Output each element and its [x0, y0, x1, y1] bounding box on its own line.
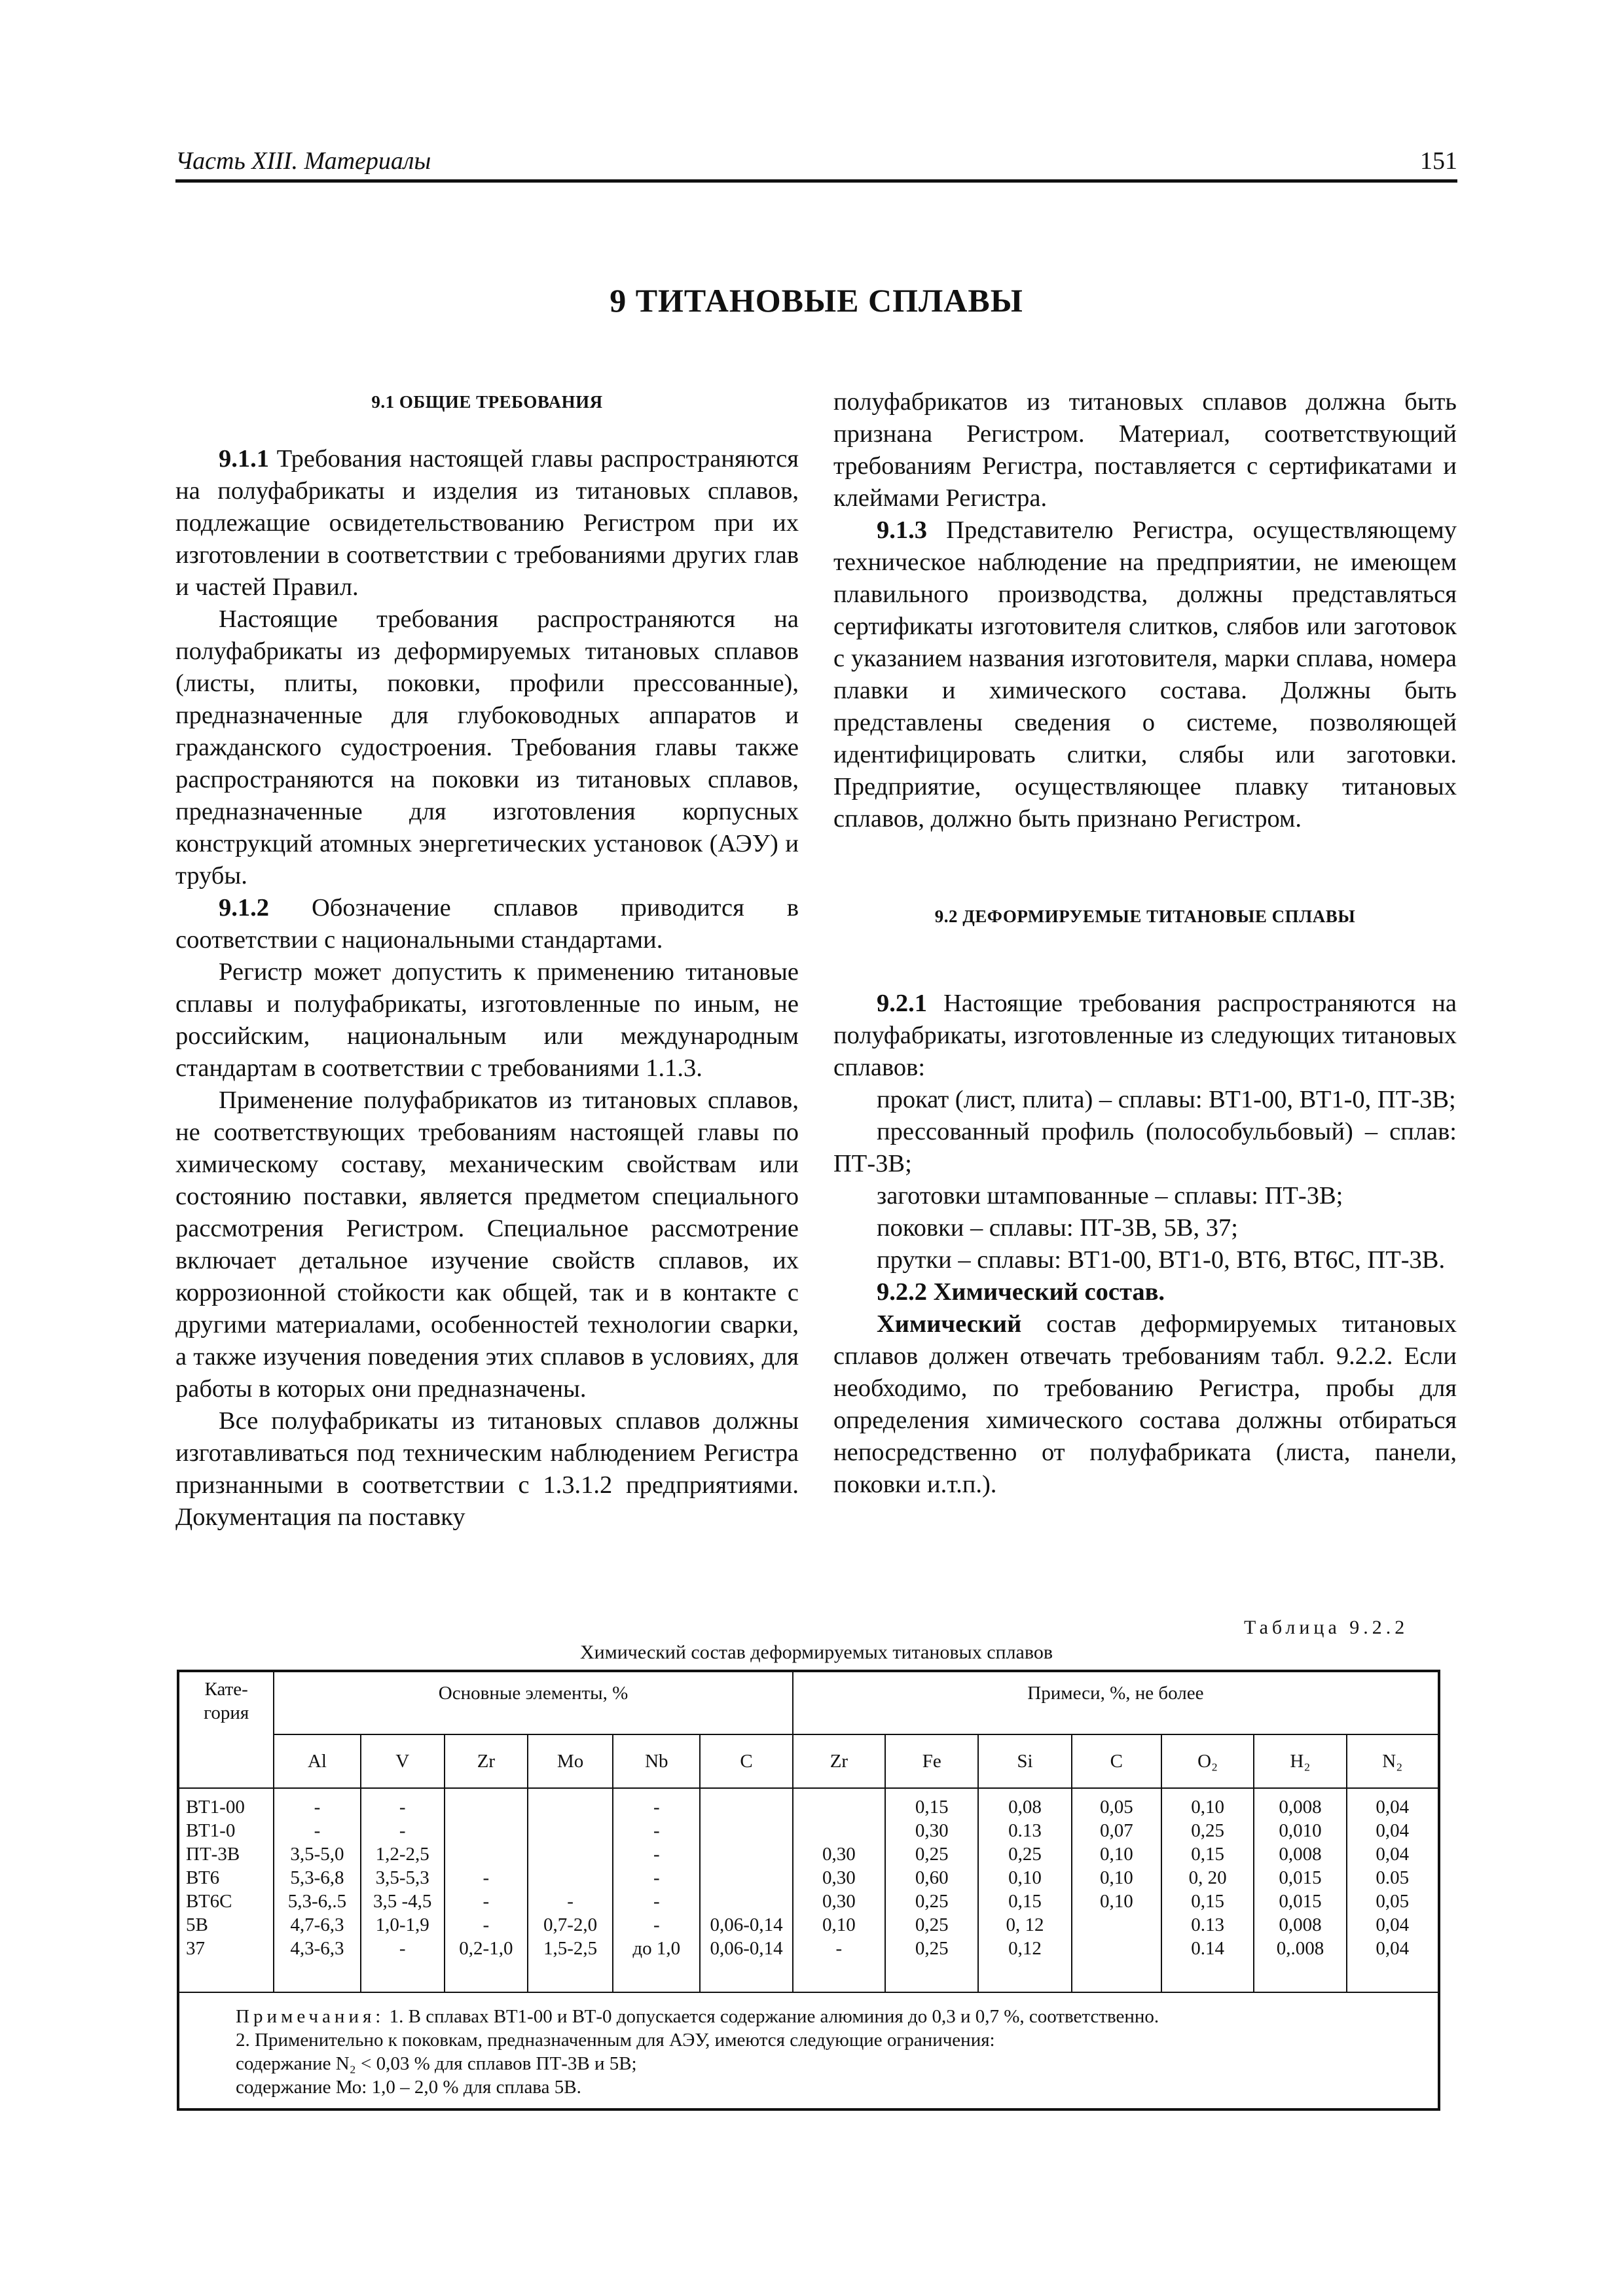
category-header: Кате- гория — [178, 1671, 274, 1788]
table-cell: 0,30 0,30 0,30 0,10 - — [793, 1788, 885, 1992]
paragraph-9-1-2 — [175, 892, 799, 956]
paragraph-9-1-1 — [175, 443, 799, 603]
page-number: 151 — [1420, 147, 1457, 175]
table-cell: - - - 0,2-1,0 — [445, 1788, 528, 1992]
table-cell: - - 3,5-5,0 5,3-6,8 5,3-6,.5 4,7-6,3 4,3-6,3 — [274, 1788, 360, 1992]
column-header-row — [178, 1734, 1439, 1788]
table-cell: 0,06-0,14 0,06-0,14 — [700, 1788, 792, 1992]
table-cell: 0,04 0,04 0,04 0.05 0,05 0,04 0,04 — [1347, 1788, 1439, 1992]
impurities-header: Примеси, %, не более — [793, 1671, 1439, 1734]
spacer — [833, 933, 1457, 988]
col-header: Si — [978, 1734, 1071, 1788]
section-title-9-1: 9.1 ОБЩИЕ ТРЕБОВАНИЯ — [371, 392, 603, 412]
paragraph-text: Представителю Регистра, осуществляющему техническое наблюдение на предприятии, не имеющем плавильного производства, должны представляться сертификаты изготовителя слитков, слябов или заготовок с указанием названия изготовителя, марки сплава, номера плавки и химического состава. Должны быть представлены сведения о системе, позволяющей идентифицировать слитки, слябы или заготовки. Предприятие, осуществляющее плавку титановых сплавов, должно быть признано Регистром. — [833, 516, 1457, 833]
left-column — [175, 386, 799, 1534]
table-number: Таблица 9.2.2 — [1244, 1617, 1409, 1638]
paragraph-text: Настоящие требования распространяются на полуфабрикаты, изготовленные из следующих титановых сплавов: — [833, 990, 1457, 1081]
clause-number: 9.1.3 — [877, 516, 927, 544]
note-line — [236, 2005, 1385, 2028]
col-header: O₂ — [1161, 1734, 1254, 1788]
paragraph-text: Обозначение сплавов приводится в соответствии с национальными стандартами. — [175, 894, 799, 954]
spacer — [175, 418, 799, 443]
table-title: Химический состав деформируемых титановых сплавов — [580, 1641, 1053, 1663]
running-title: Часть XIII. Материалы — [175, 147, 431, 175]
col-header: Nb — [613, 1734, 700, 1788]
table-header-row — [178, 1671, 1439, 1734]
paragraph: Настоящие требования распространяются на полуфабрикаты из деформируемых титановых сплавов (листы, плиты, поковки, профили прессованные), предназначенные для глубоководных аппаратов и гражданского судостроения. Требования главы также распространяются на поковки из титановых сплавов, предназначенные для изготовления корпусных конструкций атомных энергетических установок (АЭУ) и трубы. — [175, 605, 799, 889]
paragraph-text: Требования настоящей главы распространяются на полуфабрикаты и изделия из титановых сплавов, подлежащие освидетельствованию Регистром при их изготовлении в соответствии с требованиями других глав и частей Правил. — [175, 445, 799, 601]
spacer — [833, 835, 1457, 901]
chemical-composition-table — [177, 1670, 1440, 2111]
table-cell: - 0,7-2,0 1,5-2,5 — [528, 1788, 613, 1992]
col-header: H₂ — [1254, 1734, 1346, 1788]
table-cell: 0,10 0,25 0,15 0, 20 0,15 0.13 0.14 — [1161, 1788, 1254, 1992]
section-title-9-2: 9.2 ДЕФОРМИРУЕМЫЕ ТИТАНОВЫЕ СПЛАВЫ — [934, 906, 1356, 926]
list-item: поковки – сплавы: ПТ-3В, 5В, 37; — [877, 1214, 1238, 1242]
list-item: прутки – сплавы: ВТ1-00, ВТ1-0, ВТ6, ВТ6С, ПТ-3В. — [877, 1246, 1446, 1274]
table-notes — [178, 1992, 1439, 2109]
bold-word: Химический — [877, 1310, 1022, 1338]
col-header: Al — [274, 1734, 360, 1788]
note-text: 1. В сплавах ВТ1-00 и ВТ-0 допускается содержание алюминия до 0,3 и 0,7 %, соответственно. — [384, 2006, 1159, 2027]
list-item: прокат (лист, плита) – сплавы: ВТ1-00, ВТ1-0, ПТ-3В; — [877, 1086, 1456, 1113]
table-cell: 0,008 0,010 0,008 0,015 0,015 0,008 0,.008 — [1254, 1788, 1346, 1992]
clause-number: 9.2.2 — [877, 1278, 927, 1306]
clause-number: 9.2.1 — [877, 990, 927, 1017]
col-header: C — [1072, 1734, 1161, 1788]
paragraph — [833, 1308, 1457, 1501]
col-header: N₂ — [1347, 1734, 1439, 1788]
paragraph: Применение полуфабрикатов из титановых сплавов, не соответствующих требованиям настоящей главы по химическому составу, механическим свойствам или состоянию поставки, является предметом специального рассмотрения Регистром. Специальное рассмотрение включает детальное изучение свойств сплавов, их коррозионной стойкости как общей, так и в контакте с другими материалами, особенностей технологии сварки, а также изучения поведения этих сплавов в условиях, для работы в которых они предназначены. — [175, 1086, 799, 1403]
notes-label: Примечания: — [236, 2006, 385, 2027]
note-line: содержание N₂ < 0,03 % для сплавов ПТ-3В и 5В; — [236, 2053, 637, 2074]
right-column — [833, 386, 1457, 1501]
table-cell: 0,15 0,30 0,25 0,60 0,25 0,25 0,25 — [885, 1788, 978, 1992]
clause-title: Химический состав. — [927, 1278, 1165, 1306]
paragraph-9-2-1 — [833, 988, 1457, 1084]
main-elements-header: Основные элементы, % — [274, 1671, 792, 1734]
table-cell: - - - - - - до 1,0 — [613, 1788, 700, 1992]
table-notes-row — [178, 1992, 1439, 2109]
clause-number: 9.1.2 — [219, 894, 269, 922]
chapter-title: 9 ТИТАНОВЫЕ СПЛАВЫ — [610, 282, 1023, 319]
note-line: содержание Мо: 1,0 – 2,0 % для сплава 5В. — [236, 2077, 581, 2098]
table-cell: 0,08 0.13 0,25 0,10 0,15 0, 12 0,12 — [978, 1788, 1071, 1992]
paragraph-9-2-2 — [833, 1276, 1457, 1308]
paragraph: Все полуфабрикаты из титановых сплавов должны изготавливаться под техническим наблюдением Регистра признанными в соответствии с 1.3.1.2 предприятиями. Документация па поставку — [175, 1407, 799, 1531]
col-header: Mo — [528, 1734, 613, 1788]
page-header — [175, 145, 1457, 183]
list-item: заготовки штампованные – сплавы: ПТ-3В; — [877, 1182, 1343, 1210]
table-data-row — [178, 1788, 1439, 1992]
category-cell: ВТ1-00 ВТ1-0 ПТ-3В ВТ6 ВТ6С 5В 37 — [178, 1788, 274, 1992]
col-header: Zr — [793, 1734, 885, 1788]
col-header: Zr — [445, 1734, 528, 1788]
paragraph-text: состав деформируемых титановых сплавов должен отвечать требованиям табл. 9.2.2. Если необходимо, по требованию Регистра, пробы для определения химического состава должны отбираться непосредственно от полуфабриката (листа, панели, поковки и.т.п.). — [833, 1310, 1457, 1498]
clause-number: 9.1.1 — [219, 445, 269, 473]
table-cell: - - 1,2-2,5 3,5-5,3 3,5 -4,5 1,0-1,9 - — [361, 1788, 445, 1992]
paragraph-9-1-3 — [833, 514, 1457, 835]
paragraph: Регистр может допустить к применению титановые сплавы и полуфабрикаты, изготовленные по иным, не российским, национальным или международным стандартам в соответствии с требованиями 1.1.3. — [175, 958, 799, 1082]
col-header: C — [700, 1734, 792, 1788]
paragraph: полуфабрикатов из титановых сплавов должна быть признана Регистром. Материал, соответствующий требованиям Регистра, поставляется с сертификатами и клеймами Регистра. — [833, 388, 1457, 512]
col-header: V — [361, 1734, 445, 1788]
col-header: Fe — [885, 1734, 978, 1788]
table-cell: 0,05 0,07 0,10 0,10 0,10 — [1072, 1788, 1161, 1992]
list-item: прессованный профиль (полособульбовый) – сплав: ПТ-3В; — [833, 1118, 1457, 1177]
note-line: 2. Применительно к поковкам, предназначенным для АЭУ, имеются следующие ограничения: — [236, 2030, 995, 2051]
